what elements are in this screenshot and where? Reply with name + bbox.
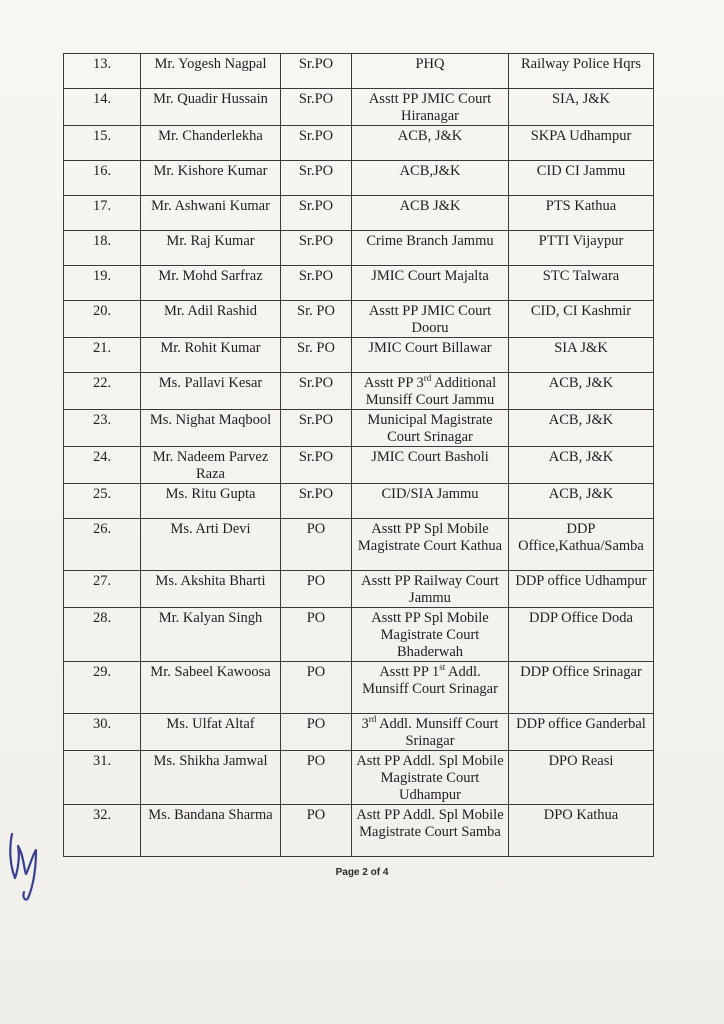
present-posting-cell: ACB,J&K xyxy=(352,161,509,196)
present-posting-cell: Asstt PP Railway Court Jammu xyxy=(352,571,509,608)
table-row xyxy=(64,301,654,338)
new-posting-cell: SIA, J&K xyxy=(509,89,654,126)
table-row xyxy=(64,89,654,126)
serial-number-cell: 15. xyxy=(64,126,141,161)
rank-cell: Sr. PO xyxy=(281,301,352,338)
new-posting-cell: ACB, J&K xyxy=(509,410,654,447)
serial-number-cell: 18. xyxy=(64,231,141,266)
table-row xyxy=(64,266,654,301)
present-posting-cell xyxy=(352,662,509,714)
rank-cell: PO xyxy=(281,751,352,805)
rank-cell: Sr.PO xyxy=(281,447,352,484)
serial-number-cell: 29. xyxy=(64,662,141,714)
posting-text-start: Asstt PP 1 xyxy=(379,664,440,680)
page-number: Page 2 of 4 xyxy=(335,867,389,878)
rank-cell: PO xyxy=(281,714,352,751)
rank-cell: PO xyxy=(281,571,352,608)
ordinal-suffix: st xyxy=(439,662,446,673)
officer-name-cell: Mr. Yogesh Nagpal xyxy=(141,54,281,89)
rank-cell: Sr.PO xyxy=(281,161,352,196)
present-posting-cell xyxy=(352,373,509,410)
serial-number-cell: 28. xyxy=(64,608,141,662)
rank-cell: Sr.PO xyxy=(281,196,352,231)
serial-number-cell: 17. xyxy=(64,196,141,231)
table-row xyxy=(64,447,654,484)
officer-name-cell: Ms. Ritu Gupta xyxy=(141,484,281,519)
new-posting-cell: CID, CI Kashmir xyxy=(509,301,654,338)
present-posting-cell: Asstt PP Spl Mobile Magistrate Court Bhaderwah xyxy=(352,608,509,662)
officer-name-cell: Mr. Chanderlekha xyxy=(141,126,281,161)
present-posting-cell: Astt PP Addl. Spl Mobile Magistrate Court Samba xyxy=(352,805,509,857)
serial-number-cell: 22. xyxy=(64,373,141,410)
table-row xyxy=(64,608,654,662)
rank-cell: Sr. PO xyxy=(281,338,352,373)
serial-number-cell: 31. xyxy=(64,751,141,805)
new-posting-cell: ACB, J&K xyxy=(509,373,654,410)
serial-number-cell: 20. xyxy=(64,301,141,338)
officer-name-cell: Ms. Ulfat Altaf xyxy=(141,714,281,751)
new-posting-cell: ACB, J&K xyxy=(509,447,654,484)
new-posting-cell: DDP Office Doda xyxy=(509,608,654,662)
officer-name-cell: Mr. Mohd Sarfraz xyxy=(141,266,281,301)
posting-text-end: Additional Munsiff Court Jammu xyxy=(365,375,497,408)
officer-name-cell: Ms. Nighat Maqbool xyxy=(141,410,281,447)
rank-cell: Sr.PO xyxy=(281,373,352,410)
present-posting-cell: ACB J&K xyxy=(352,196,509,231)
new-posting-cell: PTTI Vijaypur xyxy=(509,231,654,266)
serial-number-cell: 19. xyxy=(64,266,141,301)
serial-number-cell: 13. xyxy=(64,54,141,89)
present-posting-cell: Crime Branch Jammu xyxy=(352,231,509,266)
officer-name-cell: Ms. Shikha Jamwal xyxy=(141,751,281,805)
serial-number-cell: 14. xyxy=(64,89,141,126)
present-posting-cell xyxy=(352,714,509,751)
officer-name-cell: Mr. Rohit Kumar xyxy=(141,338,281,373)
new-posting-cell: CID CI Jammu xyxy=(509,161,654,196)
posting-text-start: 3 xyxy=(361,716,369,732)
officer-name-cell: Mr. Ashwani Kumar xyxy=(141,196,281,231)
officer-name-cell: Mr. Raj Kumar xyxy=(141,231,281,266)
table-row xyxy=(64,484,654,519)
officer-name-cell: Ms. Pallavi Kesar xyxy=(141,373,281,410)
table-row xyxy=(64,519,654,571)
table-row xyxy=(64,196,654,231)
table-row xyxy=(64,161,654,196)
table-row xyxy=(64,54,654,89)
rank-cell: Sr.PO xyxy=(281,126,352,161)
officer-name-cell: Mr. Nadeem Parvez Raza xyxy=(141,447,281,484)
table-row xyxy=(64,805,654,857)
new-posting-cell: PTS Kathua xyxy=(509,196,654,231)
new-posting-cell: SIA J&K xyxy=(509,338,654,373)
serial-number-cell: 30. xyxy=(64,714,141,751)
rank-cell: PO xyxy=(281,805,352,857)
new-posting-cell: SKPA Udhampur xyxy=(509,126,654,161)
present-posting-cell: Municipal Magistrate Court Srinagar xyxy=(352,410,509,447)
present-posting-cell: JMIC Court Majalta xyxy=(352,266,509,301)
rank-cell: PO xyxy=(281,519,352,571)
serial-number-cell: 27. xyxy=(64,571,141,608)
ordinal-suffix: rd xyxy=(368,714,377,725)
new-posting-cell: STC Talwara xyxy=(509,266,654,301)
rank-cell: Sr.PO xyxy=(281,231,352,266)
rank-cell: Sr.PO xyxy=(281,410,352,447)
officer-name-cell: Mr. Adil Rashid xyxy=(141,301,281,338)
posting-text-end: Addl. Munsiff Court Srinagar xyxy=(376,716,499,749)
new-posting-cell: DDP Office,Kathua/Samba xyxy=(509,519,654,571)
new-posting-cell: DDP office Udhampur xyxy=(509,571,654,608)
present-posting-cell: ACB, J&K xyxy=(352,126,509,161)
posting-text-end: Addl. Munsiff Court Srinagar xyxy=(362,664,498,697)
table-row xyxy=(64,662,654,714)
officer-name-cell: Ms. Akshita Bharti xyxy=(141,571,281,608)
rank-cell: Sr.PO xyxy=(281,89,352,126)
new-posting-cell: DPO Kathua xyxy=(509,805,654,857)
officer-name-cell: Mr. Sabeel Kawoosa xyxy=(141,662,281,714)
rank-cell: PO xyxy=(281,662,352,714)
present-posting-cell: CID/SIA Jammu xyxy=(352,484,509,519)
new-posting-cell: DPO Reasi xyxy=(509,751,654,805)
present-posting-cell: JMIC Court Billawar xyxy=(352,338,509,373)
present-posting-cell: Asstt PP Spl Mobile Magistrate Court Kathua xyxy=(352,519,509,571)
rank-cell: Sr.PO xyxy=(281,484,352,519)
officer-name-cell: Mr. Kishore Kumar xyxy=(141,161,281,196)
serial-number-cell: 32. xyxy=(64,805,141,857)
serial-number-cell: 25. xyxy=(64,484,141,519)
table-row xyxy=(64,410,654,447)
rank-cell: PO xyxy=(281,608,352,662)
new-posting-cell: ACB, J&K xyxy=(509,484,654,519)
officer-name-cell: Ms. Arti Devi xyxy=(141,519,281,571)
table-row xyxy=(64,338,654,373)
serial-number-cell: 26. xyxy=(64,519,141,571)
table-row xyxy=(64,373,654,410)
present-posting-cell: PHQ xyxy=(352,54,509,89)
new-posting-cell: Railway Police Hqrs xyxy=(509,54,654,89)
ordinal-suffix: rd xyxy=(423,373,432,384)
new-posting-cell: DDP Office Srinagar xyxy=(509,662,654,714)
new-posting-cell: DDP office Ganderbal xyxy=(509,714,654,751)
posting-text-start: Asstt PP 3 xyxy=(363,375,424,391)
table-row xyxy=(64,571,654,608)
present-posting-cell: Asstt PP JMIC Court Dooru xyxy=(352,301,509,338)
rank-cell: Sr.PO xyxy=(281,266,352,301)
present-posting-cell: JMIC Court Basholi xyxy=(352,447,509,484)
present-posting-cell: Astt PP Addl. Spl Mobile Magistrate Court Udhampur xyxy=(352,751,509,805)
serial-number-cell: 16. xyxy=(64,161,141,196)
handwritten-signature-icon xyxy=(6,826,48,902)
table-row xyxy=(64,751,654,805)
rank-cell: Sr.PO xyxy=(281,54,352,89)
officer-name-cell: Mr. Kalyan Singh xyxy=(141,608,281,662)
posting-table xyxy=(63,53,654,857)
officer-name-cell: Ms. Bandana Sharma xyxy=(141,805,281,857)
table-row xyxy=(64,231,654,266)
table-row xyxy=(64,126,654,161)
serial-number-cell: 24. xyxy=(64,447,141,484)
serial-number-cell: 21. xyxy=(64,338,141,373)
table-row xyxy=(64,714,654,751)
serial-number-cell: 23. xyxy=(64,410,141,447)
officer-name-cell: Mr. Quadir Hussain xyxy=(141,89,281,126)
present-posting-cell: Asstt PP JMIC Court Hiranagar xyxy=(352,89,509,126)
